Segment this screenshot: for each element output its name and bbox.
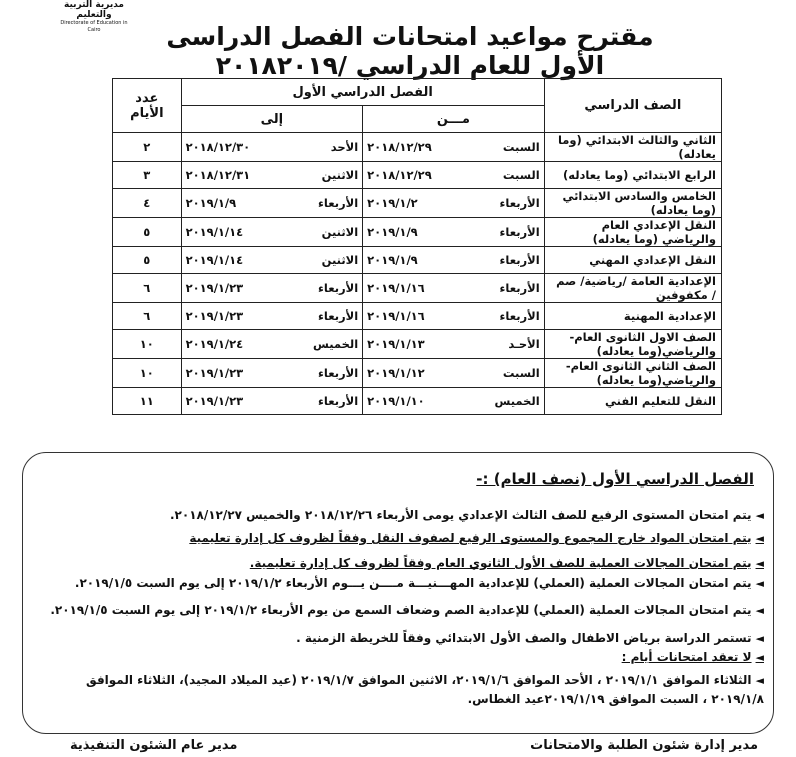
to-day: الاثنين [321, 253, 359, 267]
from-date: ٢٠١٩/١/٩ [367, 253, 418, 267]
from-day: الأربعاء [499, 196, 540, 210]
cell-from [363, 330, 545, 359]
to-date: ٢٠١٩/١/٢٣ [185, 281, 244, 295]
cell-to [181, 359, 363, 388]
cell-from [363, 247, 545, 274]
bullet-arrow-icon: ◄ [755, 674, 764, 687]
from-day: الأربعاء [499, 253, 540, 267]
cell-stage: الصف الثاني الثانوى العام- والرياضي(وما يعادله) [544, 359, 721, 388]
note-text: الثلاثاء الموافق ٢٠١٩/١/١ ، الأحد الموافق ٢٠١٩/١/٦، الاثنين الموافق ٢٠١٩/١/٧ (عيد الميلاد المجيد)، الثلاثاء الموافق ٢٠١٩/١/٨ ، السبت الموافق ٢٠١٩/١/١٩عيد الغطاس. [86, 673, 764, 706]
from-day: الأربعاء [499, 225, 540, 239]
note-item [296, 631, 764, 645]
to-day: الأربعاء [318, 394, 359, 408]
from-day: الأربعاء [499, 309, 540, 323]
from-day: السبت [502, 140, 540, 154]
from-date: ٢٠١٩/١/١٦ [367, 309, 425, 323]
table-row [113, 303, 722, 330]
cell-stage: النقل للتعليم الفني [544, 388, 721, 415]
cell-from [363, 359, 545, 388]
cell-stage: الإعدادية المهنية [544, 303, 721, 330]
table-row [113, 133, 722, 162]
note-text: يتم امتحان المجالات العملية (العملي) للإعدادية المهـــنيـــة مــــن يـــوم الأربعاء ٢٠١٩/١/٢ إلى يوم السبت ٢٠١٩/١/٥. [74, 576, 752, 590]
bullet-arrow-icon: ◄ [755, 509, 764, 522]
header-days: عدد الأيام [113, 79, 182, 133]
cell-days: ٤ [113, 189, 182, 218]
exam-schedule-table [112, 78, 722, 415]
note-text: يتم امتحان المجالات العملية (العملي) للإعدادية الصم وضعاف السمع من يوم الأربعاء ٢٠١٩/١/٢ إلى يوم السبت ٢٠١٩/١/٥. [50, 603, 752, 617]
cell-from [363, 274, 545, 303]
header-term: الفصل الدراسي الأول [181, 79, 544, 106]
table-row [113, 218, 722, 247]
cell-from [363, 133, 545, 162]
to-day: الأربعاء [318, 366, 359, 380]
table-row [113, 359, 722, 388]
table-body [113, 133, 722, 415]
cell-from [363, 218, 545, 247]
note-text: يتم امتحان المجالات العملية للصف الأول الثانوي العام وفقاً لظروف كل إدارة تعليمية. [249, 556, 752, 570]
to-date: ٢٠١٩/١/١٤ [185, 253, 244, 267]
note-text: لا تعقد امتحانات أيام : [621, 650, 752, 664]
cell-stage: النقل الإعدادي العام والرياضي (وما يعادله) [544, 218, 721, 247]
cell-stage: الثاني والثالث الابتدائي (وما يعادله) [544, 133, 721, 162]
from-date: ٢٠١٨/١٢/٢٩ [367, 168, 432, 182]
to-day: الأربعاء [318, 196, 359, 210]
note-item [250, 556, 764, 570]
cell-days: ٣ [113, 162, 182, 189]
to-date: ٢٠١٩/١/٢٤ [185, 337, 244, 351]
page-title [150, 22, 670, 80]
cell-stage: النقل الإعدادي المهني [544, 247, 721, 274]
note-item [50, 603, 764, 617]
signature-student-affairs: مدير إدارة شئون الطلبة والامتحانات [530, 738, 758, 753]
to-date: ٢٠١٩/١/١٤ [185, 225, 244, 239]
cell-from [363, 388, 545, 415]
note-item [170, 508, 764, 522]
table-row [113, 162, 722, 189]
title-year-start: ٢٠١٨ [215, 51, 277, 80]
cell-to [181, 133, 363, 162]
table-row [113, 274, 722, 303]
from-day: السبت [502, 366, 540, 380]
cell-stage: الخامس والسادس الابتدائي (وما يعادله) [544, 189, 721, 218]
bullet-arrow-icon: ◄ [755, 651, 764, 664]
from-day: الأربعاء [499, 281, 540, 295]
cell-stage: الإعدادية العامة /رياضية/ صم / مكفوفين [544, 274, 721, 303]
note-item [622, 650, 764, 664]
cell-from [363, 303, 545, 330]
cell-to [181, 330, 363, 359]
from-date: ٢٠١٩/١/١٢ [367, 366, 425, 380]
cell-days: ٦ [113, 303, 182, 330]
ministry-logo [58, 0, 130, 33]
to-date: ٢٠١٩/١/٢٣ [185, 366, 244, 380]
cell-days: ٥ [113, 218, 182, 247]
to-date: ٢٠١٨/١٢/٣١ [185, 168, 251, 182]
to-day: الأحد [330, 140, 359, 154]
cell-days: ٥ [113, 247, 182, 274]
cell-stage: الصف الاول الثانوى العام- والرياضي(وما يعادله) [544, 330, 721, 359]
title-text: مقترح مواعيد امتحانات الفصل الدراسى الأول للعام الدراسي [166, 22, 654, 80]
header-from: مـــن [363, 106, 545, 133]
cell-days: ١١ [113, 388, 182, 415]
logo-arabic-text: مديرية التربية والتعليم [64, 0, 124, 20]
bullet-arrow-icon: ◄ [755, 557, 764, 570]
from-day: السبت [502, 168, 540, 182]
to-date: ٢٠١٩/١/٢٣ [185, 394, 244, 408]
to-date: ٢٠١٩/١/٢٣ [185, 309, 244, 323]
notes-heading: الفصل الدراسي الأول (نصف العام) :- [476, 470, 754, 488]
note-text: يتم امتحان المستوى الرفيع للصف الثالث الإعدادي يومى الأربعاء ٢٠١٨/١٢/٢٦ والخميس ٢٠١٨/١٢/٢٧. [169, 508, 752, 522]
to-day: الاثنين [321, 168, 359, 182]
cell-to [181, 303, 363, 330]
from-date: ٢٠١٩/١/١٣ [367, 337, 425, 351]
cell-from [363, 189, 545, 218]
bullet-arrow-icon: ◄ [755, 577, 764, 590]
to-day: الخميس [312, 337, 359, 351]
cell-days: ١٠ [113, 330, 182, 359]
bullet-arrow-icon: ◄ [755, 604, 764, 617]
note-text: يتم امتحان المواد خارج المجموع والمستوى الرفيع لصفوف النقل وفقاً لظروف كل إدارة تعليمية [189, 531, 752, 545]
from-day: الخميس [494, 394, 540, 408]
to-date: ٢٠١٩/١/٩ [185, 196, 237, 210]
from-day: الأحـد [508, 337, 540, 351]
from-date: ٢٠١٩/١/١٠ [367, 394, 425, 408]
to-day: الأربعاء [318, 281, 359, 295]
to-day: الاثنين [321, 225, 359, 239]
cell-days: ١٠ [113, 359, 182, 388]
cell-to [181, 274, 363, 303]
table-row [113, 330, 722, 359]
note-item [34, 671, 764, 709]
note-item [75, 576, 764, 590]
cell-to [181, 247, 363, 274]
cell-days: ٦ [113, 274, 182, 303]
table-header-row [113, 79, 722, 106]
header-to: إلى [181, 106, 363, 133]
cell-to [181, 162, 363, 189]
table-row [113, 388, 722, 415]
bullet-arrow-icon: ◄ [755, 532, 764, 545]
from-date: ٢٠١٩/١/٢ [367, 196, 418, 210]
from-date: ٢٠١٩/١/٩ [367, 225, 418, 239]
note-text: تستمر الدراسة برياض الاطفال والصف الأول الابتدائي وفقاً للخريطة الزمنية . [296, 631, 752, 645]
logo-english-text: Directorate of Education in Cairo [60, 20, 128, 33]
cell-to [181, 218, 363, 247]
from-date: ٢٠١٨/١٢/٢٩ [367, 140, 432, 154]
signature-executive-director: مدير عام الشئون التنفيذية [70, 738, 238, 753]
note-item [189, 531, 764, 545]
from-date: ٢٠١٩/١/١٦ [367, 281, 425, 295]
cell-to [181, 388, 363, 415]
to-day: الأربعاء [318, 309, 359, 323]
cell-from [363, 162, 545, 189]
bullet-arrow-icon: ◄ [755, 632, 764, 645]
cell-to [181, 189, 363, 218]
header-stage: الصف الدراسي [544, 79, 721, 133]
table-row [113, 189, 722, 218]
to-date: ٢٠١٨/١٢/٣٠ [185, 140, 251, 154]
cell-days: ٢ [113, 133, 182, 162]
table-row [113, 247, 722, 274]
title-year-end: ٢٠١٩/ [276, 51, 348, 80]
cell-stage: الرابع الابتدائي (وما يعادله) [544, 162, 721, 189]
